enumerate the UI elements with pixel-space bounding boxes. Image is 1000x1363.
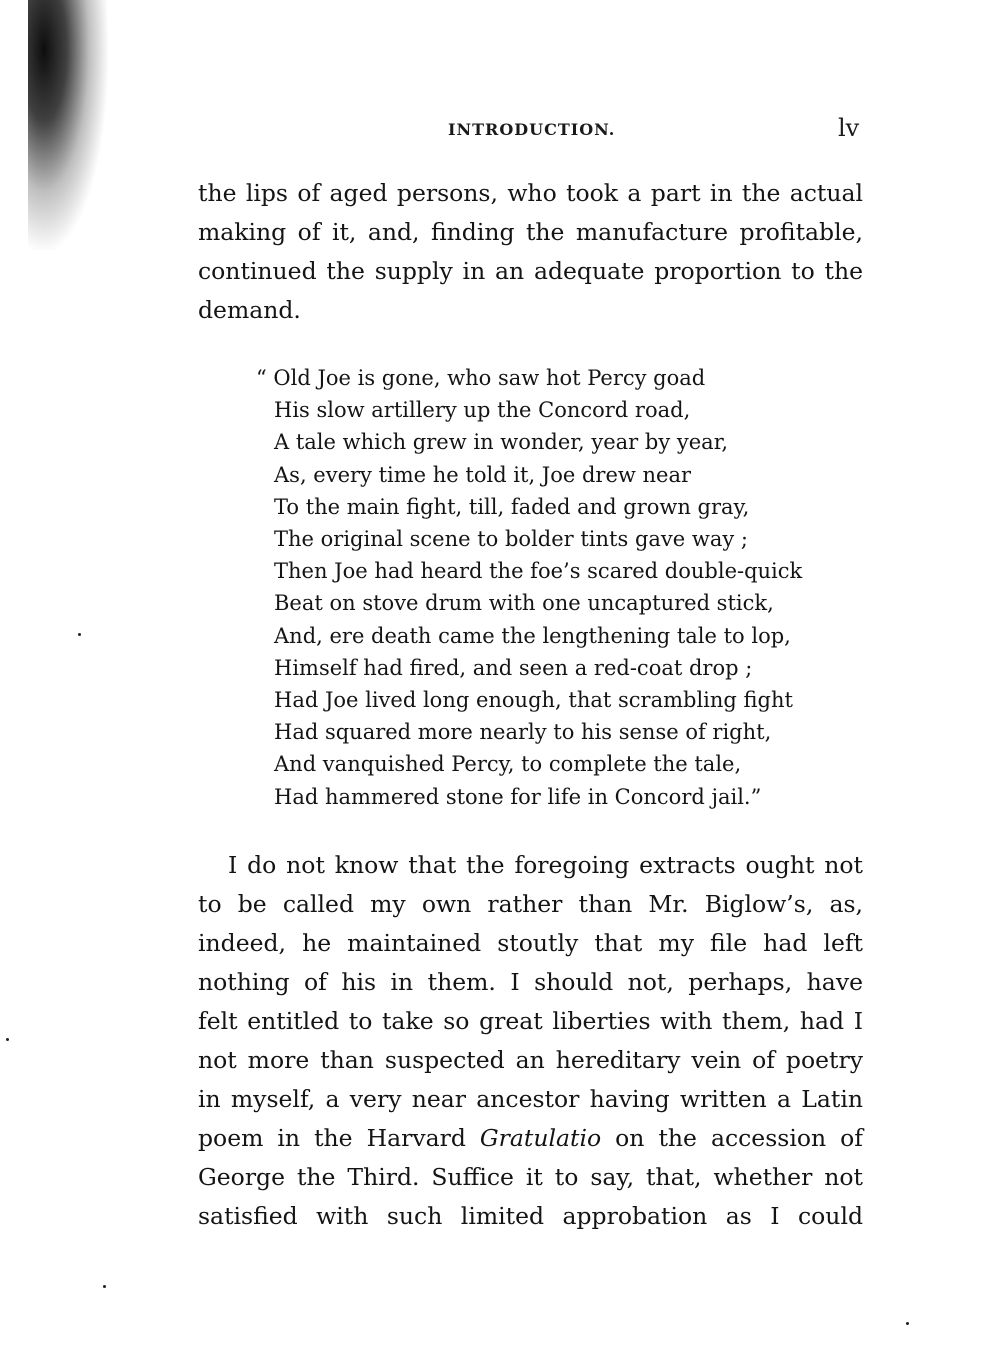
- text-line: the lips of aged persons, who took a part in the actual: [198, 179, 863, 207]
- verse-line: “ Old Joe is gone, who saw hot Percy goad: [256, 366, 706, 390]
- text-run: poem in the Harvard: [198, 1124, 480, 1152]
- italic-title: Gratulatio: [479, 1124, 602, 1152]
- text-line: felt entitled to take so great liberties with them, had I: [198, 1007, 863, 1035]
- text-line: I do not know that the foregoing extracts ought not: [228, 851, 863, 879]
- text-line: making of it, and, finding the manufacture profitable,: [198, 218, 863, 246]
- text-line: to be called my own rather than Mr. Biglow’s, as,: [198, 890, 863, 918]
- verse-line: Himself had fired, and seen a red-coat drop ;: [274, 655, 753, 680]
- verse-line: As, every time he told it, Joe drew near: [274, 462, 692, 487]
- scan-speck: [6, 1038, 9, 1041]
- verse-line: And vanquished Percy, to complete the tale,: [274, 752, 742, 777]
- text-line: George the Third. Suffice it to say, that, whether not: [198, 1163, 863, 1191]
- scan-speck: [103, 1285, 106, 1288]
- running-head: [0, 114, 1000, 144]
- verse-line: Had hammered stone for life in Concord jail.”: [274, 784, 762, 809]
- verse-line: And, ere death came the lengthening tale to lop,: [274, 623, 791, 648]
- text-line: demand.: [198, 296, 301, 324]
- text-run: on the accession of: [601, 1124, 863, 1152]
- verse-line: Had squared more nearly to his sense of right,: [274, 720, 772, 745]
- page-number: lv: [838, 114, 860, 142]
- verse-line: Had Joe lived long enough, that scrambling fight: [274, 688, 793, 713]
- text-line: indeed, he maintained stoutly that my file had left: [198, 929, 863, 957]
- verse-line: The original scene to bolder tints gave way ;: [274, 527, 748, 552]
- verse-line: A tale which grew in wonder, year by year,: [274, 430, 729, 455]
- paragraph-continued: [198, 174, 863, 330]
- paragraph-main: [198, 846, 863, 1236]
- text-line: not more than suspected an hereditary vein of poetry: [198, 1046, 863, 1074]
- verse-line: To the main fight, till, faded and grown gray,: [274, 494, 750, 519]
- verse-line: Then Joe had heard the foe’s scared double-quick: [274, 559, 803, 584]
- text-line: in myself, a very near ancestor having written a Latin: [198, 1085, 863, 1113]
- verse-line: Beat on stove drum with one uncaptured stick,: [274, 591, 774, 616]
- text-line: nothing of his in them. I should not, perhaps, have: [198, 968, 863, 996]
- text-line: satisfied with such limited approbation as I could: [198, 1202, 863, 1230]
- verse-quotation: [256, 362, 856, 813]
- scan-speck: [78, 633, 81, 636]
- running-title: INTRODUCTION.: [448, 120, 616, 139]
- text-line-with-italic: [198, 1119, 863, 1158]
- scan-speck: [906, 1322, 909, 1325]
- verse-line: His slow artillery up the Concord road,: [274, 398, 691, 423]
- text-line: continued the supply in an adequate proportion to the: [198, 257, 863, 285]
